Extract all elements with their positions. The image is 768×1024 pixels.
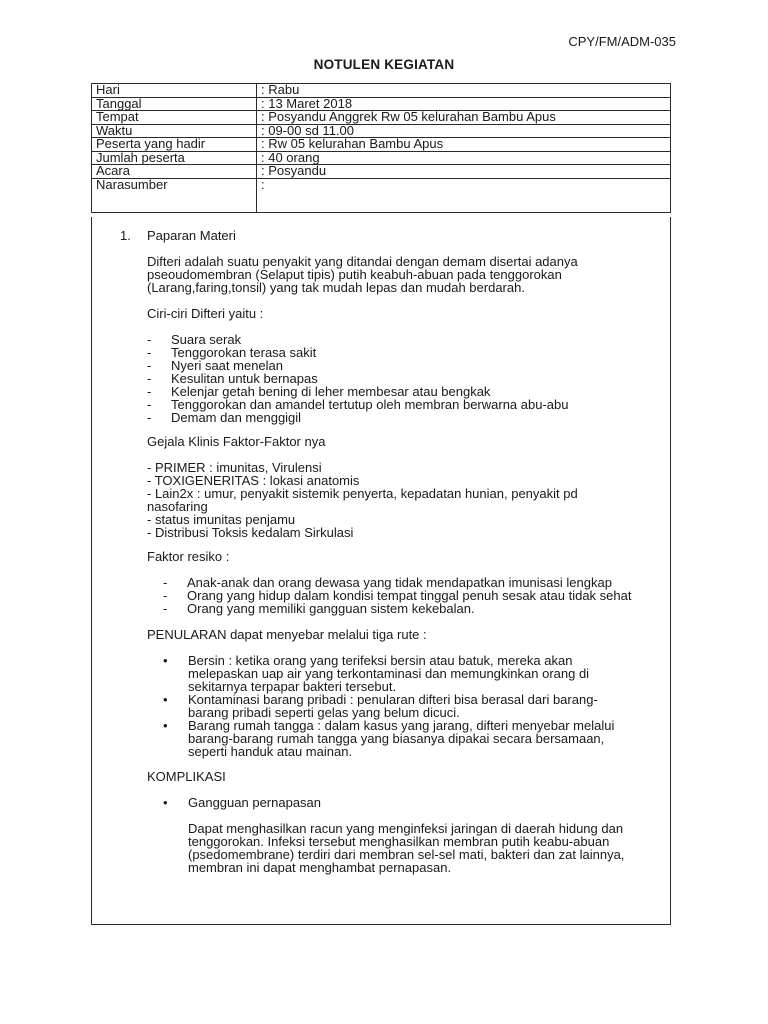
komplikasi-list [147, 796, 657, 809]
list-item: - Demam dan menggigil [147, 410, 302, 425]
info-row-jumlah [92, 151, 671, 165]
intro-line: pseoudomembran (Selaput tipis) putih keabuh-abuan pada tenggorokan [147, 267, 562, 282]
info-label: Tempat [92, 111, 257, 125]
info-value: : Posyandu Anggrek Rw 05 kelurahan Bambu Apus [257, 111, 671, 125]
list-item: - Suara serak [147, 332, 242, 347]
list-item: - Tenggorokan dan amandel tertutup oleh membran berwarna abu-abu [147, 397, 569, 412]
list-item: • Kontaminasi barang pribadi : penularan difteri bisa berasal dari barang- barang pribadi seperti gelas yang belum dicuci. [163, 692, 598, 720]
info-value: : 13 Maret 2018 [257, 97, 671, 111]
info-label: Narasumber [92, 178, 257, 212]
komplikasi-heading: KOMPLIKASI [147, 769, 226, 784]
ciri-list [147, 333, 657, 424]
info-row-narasumber [92, 178, 671, 212]
penularan-list [147, 654, 657, 758]
info-table [91, 83, 671, 213]
info-label: Acara [92, 165, 257, 179]
gejala-line: - Distribusi Toksis kedalam Sirkulasi [147, 525, 354, 540]
list-item: - Kelenjar getah bening di leher membesar atau bengkak [147, 384, 491, 399]
info-label: Peserta yang hadir [92, 138, 257, 152]
info-label: Jumlah peserta [92, 151, 257, 165]
faktor-list [163, 576, 673, 615]
bullet-icon: • [163, 795, 168, 810]
section-heading: Paparan Materi [147, 228, 236, 243]
bullet-icon: • [163, 653, 168, 668]
gejala-line: - PRIMER : imunitas, Virulensi [147, 460, 322, 475]
list-item: - Anak-anak dan orang dewasa yang tidak mendapatkan imunisasi lengkap [163, 575, 612, 590]
gejala-line: - Lain2x : umur, penyakit sistemik penyerta, kepadatan hunian, penyakit pd [147, 486, 578, 501]
minutes-body [91, 217, 671, 925]
gejala-line: - status imunitas penjamu [147, 512, 296, 527]
penularan-heading: PENULARAN dapat menyebar melalui tiga rute : [147, 627, 427, 642]
info-value: : Rabu [257, 84, 671, 98]
list-item: - Orang yang memiliki gangguan sistem kekebalan. [163, 601, 475, 616]
info-value: : Posyandu [257, 165, 671, 179]
list-item: - Kesulitan untuk bernapas [147, 371, 318, 386]
info-label: Hari [92, 84, 257, 98]
info-row-peserta [92, 138, 671, 152]
gejala-heading: Gejala Klinis Faktor-Faktor nya [147, 434, 326, 449]
info-label: Waktu [92, 124, 257, 138]
info-row-tempat [92, 111, 671, 125]
bullet-icon: • [163, 692, 168, 707]
list-item: - Orang yang hidup dalam kondisi tempat tinggal penuh sesak atau tidak sehat [163, 588, 632, 603]
info-label: Tanggal [92, 97, 257, 111]
gejala-list [147, 461, 657, 539]
list-item: - Tenggorokan terasa sakit [147, 345, 317, 360]
bullet-icon: • [163, 718, 168, 733]
section-number: 1. [120, 228, 131, 243]
info-value: : Rw 05 kelurahan Bambu Apus [257, 138, 671, 152]
gejala-line: nasofaring [147, 499, 208, 514]
info-row-hari [92, 84, 671, 98]
intro-line: Difteri adalah suatu penyakit yang ditandai dengan demam disertai adanya [147, 254, 578, 269]
list-item: • Gangguan pernapasan [163, 795, 322, 810]
ciri-heading: Ciri-ciri Difteri yaitu : [147, 306, 264, 321]
list-item: • Bersin : ketika orang yang terifeksi bersin atau batuk, mereka akan melepaskan uap air yang terkontaminasi dan memungkinkan orang di sekitarnya terpapar bakteri tersebut. [163, 653, 590, 694]
komplikasi-description: Dapat menghasilkan racun yang menginfeksi jaringan di daerah hidung dan tenggorokan. Infeksi tersebut menghasilkan membran putih keabu-abuan (psedomembrane) terdiri dari membran sel-sel mati, bakteri dan zat lainnya, membran ini dapat menghambat pernapasan. [188, 821, 625, 875]
info-value: : 40 orang [257, 151, 671, 165]
gejala-line: - TOXIGENERITAS : lokasi anatomis [147, 473, 360, 488]
intro-paragraph [147, 255, 657, 294]
list-item: - Nyeri saat menelan [147, 358, 283, 373]
document-title: NOTULEN KEGIATAN [313, 57, 455, 72]
info-value: : 09-00 sd 11.00 [257, 124, 671, 138]
info-row-acara [92, 165, 671, 179]
faktor-heading: Faktor resiko : [147, 549, 230, 564]
document-code: CPY/FM/ADM-035 [568, 34, 676, 49]
info-value: : [257, 178, 671, 212]
list-item: • Barang rumah tangga : dalam kasus yang jarang, difteri menyebar melalui barang-barang rumah tangga yang biasanya dipakai secara bersamaan, seperti handuk atau mainan. [163, 718, 615, 759]
intro-line: (Larang,faring,tonsil) yang tak mudah lepas dan mudah berdarah. [147, 280, 525, 295]
